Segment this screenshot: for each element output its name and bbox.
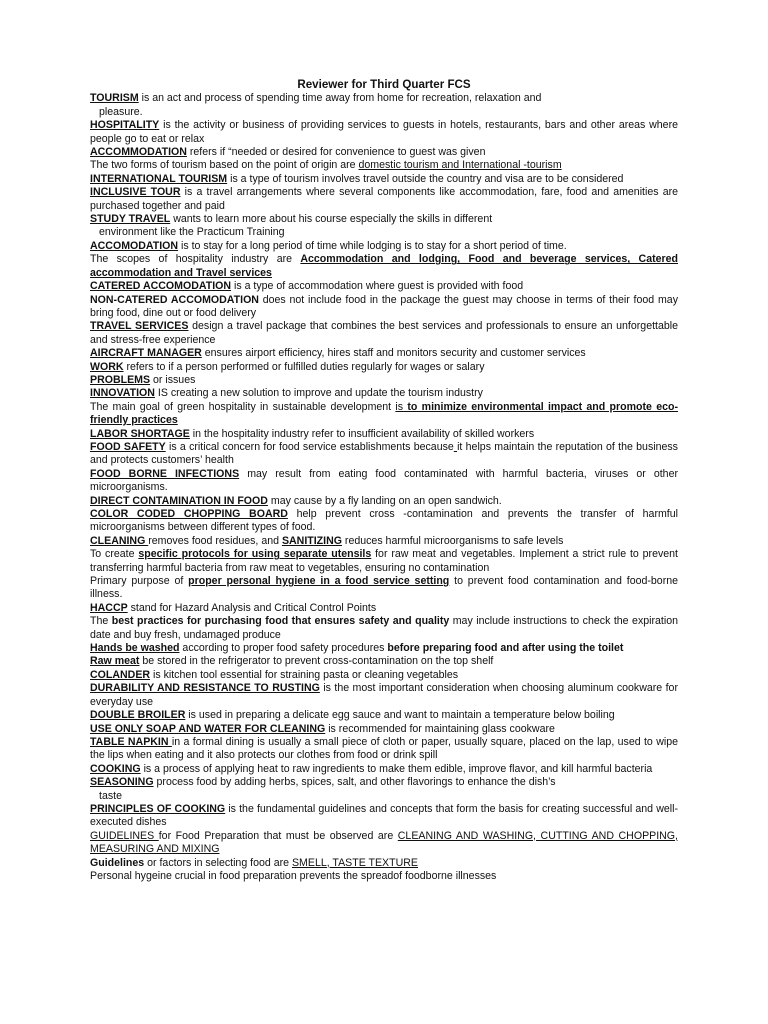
paragraph-text: IS creating a new solution to improve and update the tourism industry [154,387,483,400]
term-text: DIRECT CONTAMINATION IN FOOD [90,494,268,507]
paragraph-text: or factors in selecting food are [144,856,292,869]
paragraph-text: CLEANING AND WASHING, CUTTING AND CHOPPING, MEASURING AND MIXING [90,829,678,856]
paragraph-text: help prevent cross -contamination and prevents the transfer of harmful microorganisms between different types of food. [90,508,678,534]
term-text: HOSPITALITY [90,119,160,132]
paragraph [90,387,678,400]
paragraph-text: environment like the Practicum Training [99,226,285,239]
term-text: AIRCRAFT MANAGER [90,347,202,360]
paragraph-text: pleasure. [99,105,143,118]
paragraph-text: domestic tourism and International -tourism [358,159,562,172]
paragraph [90,830,678,857]
term-text: NON-CATERED ACCOMODATION [90,293,259,306]
paragraph-text: is a process of applying heat to raw ingredients to make them edible, improve flavor, and kill harmful bacteria [140,762,653,775]
term-text: COLANDER [90,668,151,681]
term-text: Raw meat [90,655,140,668]
paragraph-text: is used in preparing a delicate egg sauce and want to maintain a temperature below boiling [185,709,615,722]
paragraph [90,374,678,387]
paragraph-text: is a type of tourism involves travel outside the country and visa are to be considered [227,172,624,185]
paragraph [90,548,678,575]
paragraph [90,428,678,441]
paragraph [90,615,678,642]
paragraph-text: is an act and process of spending time away from home for recreation, relaxation and [138,92,542,105]
term-text: SANITIZING [281,534,342,547]
paragraph [90,213,678,226]
paragraph [90,320,678,347]
term-text: INNOVATION [90,387,155,400]
term-text: LABOR SHORTAGE [90,427,190,440]
term-text: COLOR CODED CHOPPING BOARD [90,508,288,520]
paragraph [90,575,678,602]
paragraph [90,226,678,239]
paragraph-text: for Food Preparation that must be observed are [158,829,398,842]
paragraph-text: SMELL, TASTE TEXTURE [291,856,418,869]
term-text: CLEANING [90,534,149,547]
paragraph [90,495,678,508]
paragraph [90,159,678,172]
term-text: PROBLEMS [90,373,151,386]
term-text: WORK [90,360,124,373]
paragraph [90,173,678,186]
term-text: CATERED ACCOMODATION [90,280,232,293]
paragraph-text: is [395,400,404,413]
paragraph-text: in the hospitality industry refer to insufficient availability of skilled workers [189,427,535,440]
document-page [90,78,678,883]
paragraph [90,682,678,709]
term-text: Hands be washed [90,642,180,655]
paragraph-text: does not include food in the package the guest may choose in terms of their food may bring food, dine out or food delivery [90,293,678,319]
paragraph-text: is kitchen tool essential for straining pasta or cleaning vegetables [150,668,459,681]
term-text: before preparing food and after using the toilet [387,642,624,655]
paragraph [90,347,678,360]
paragraph [90,361,678,374]
paragraph-text: process food by adding herbs, spices, salt, and other flavorings to enhance the dish’s [153,776,556,789]
paragraph-text: removes food residues, and [148,534,282,547]
paragraph-text: ensures airport efficiency, hires staff and monitors security and customer services [201,347,586,360]
paragraph-text: is the most important consideration when choosing aluminum cookware for everyday use [90,682,678,708]
paragraph-text: The [90,615,112,628]
paragraph [90,870,678,883]
paragraph [90,92,678,105]
paragraph [90,441,678,468]
term-text: STUDY TRAVEL [90,213,171,226]
paragraph-text: is recommended for maintaining glass cookware [325,722,555,735]
term-text: TABLE NAPKIN [90,735,172,748]
term-text: Guidelines [90,856,145,869]
paragraph-text: be stored in the refrigerator to prevent cross-contamination on the top shelf [139,655,494,668]
term-text: Accommodation and lodging, Food and beverage services, Catered accommodation and Travel services [90,253,678,279]
paragraph-text: may include instructions to check the expiration date and buy fresh, undamaged produce [90,615,678,641]
paragraph-text: is a critical concern for food service establishments because [165,440,454,453]
paragraph [90,803,678,830]
paragraph [90,119,678,146]
paragraph-text: is the activity or business of providing services to guests in hotels, restaurants, bars and other areas where people go to eat or relax [90,119,678,145]
term-text: TOURISM [90,92,139,105]
paragraph [90,857,678,870]
term-text: ACCOMODATION [90,239,179,252]
term-text: INCLUSIVE TOUR [90,186,181,199]
paragraph [90,723,678,736]
paragraph [90,602,678,615]
paragraph-text: refers if “needed or desired for convenience to guest was given [186,146,486,159]
paragraph [90,508,678,535]
term-text: FOOD SAFETY [90,440,166,453]
paragraph-text: refers to if a person performed or fulfilled duties regularly for wages or salary [123,360,485,373]
paragraph [90,655,678,668]
paragraph-text: is a type of accommodation where guest is provided with food [231,280,524,293]
paragraph [90,240,678,253]
paragraph-text: is to stay for a long period of time while lodging is to stay for a short period of time. [178,239,567,252]
paragraph [90,736,678,763]
term-text: DURABILITY AND RESISTANCE TO RUSTING [90,682,320,695]
term-text: specific protocols for using separate utensils [138,548,372,561]
paragraph-text: design a travel package that combines the best services and professionals to ensure an unforgettable and stress-free experience [90,320,678,346]
paragraph [90,253,678,280]
paragraph [90,763,678,776]
paragraph [90,776,678,789]
paragraph-text: GUIDELINES [90,829,159,842]
paragraph [90,294,678,321]
paragraph-text: is the fundamental guidelines and concepts that form the basis for creating successful and well-executed dishes [90,802,678,829]
paragraph-text: The scopes of hospitality industry are [90,253,301,266]
paragraph [90,535,678,548]
paragraph-text: is a travel arrangements where several components like accommodation, fare, food and amenities are purchased together and paid [90,186,678,212]
paragraph-text: may result from eating food contaminated with harmful bacteria, viruses or other microorganisms. [90,467,678,494]
term-text: best practices for purchasing food that ensures safety and quality [111,615,450,628]
paragraph [90,642,678,655]
paragraph-text: to prevent food contamination and food-borne illness. [90,575,678,601]
paragraph-text: may cause by a fly landing on an open sandwich. [267,494,502,507]
term-text: DOUBLE BROILER [90,709,186,722]
paragraph [90,106,678,119]
paragraph [90,146,678,159]
paragraph-text: Personal hygeine crucial in food preparation prevents the spreadof foodborne illnesses [90,869,497,882]
term-text: SEASONING [90,776,154,789]
term-text: USE ONLY SOAP AND WATER FOR CLEANING [90,722,326,735]
paragraph-text: in a formal dining is usually a small piece of cloth or paper, usually square, placed on the lap, used to wipe the lips when eating and it also protects our clothes from food or drink spill [90,735,678,762]
paragraph [90,709,678,722]
term-text: PRINCIPLES OF COOKING [90,802,226,815]
paragraph-text: To create [90,548,139,561]
term-text: ACCOMMODATION [90,146,187,159]
term-text: HACCP [90,601,128,614]
document-title: Reviewer for Third Quarter FCS [297,78,471,91]
term-text: to minimize environmental impact and promote eco- friendly practices [90,400,678,427]
term-text: INTERNATIONAL TOURISM [90,172,228,185]
paragraph [90,280,678,293]
paragraph [90,401,678,428]
paragraph-text: stand for Hazard Analysis and Critical Control Points [127,601,377,614]
paragraph [90,790,678,803]
paragraph-text: The two forms of tourism based on the point of origin are [90,159,359,172]
paragraph-text: The main goal of green hospitality in sustainable development [90,400,396,413]
term-text: proper personal hygiene in a food service setting [188,575,450,588]
paragraph-text: or issues [150,373,196,386]
paragraph [90,468,678,495]
paragraph-text: it helps maintain the reputation of the business and protects customers’ health [90,440,678,467]
paragraph-text: according to proper food safety procedures [179,642,388,655]
document-body [90,92,678,883]
term-text: FOOD BORNE INFECTIONS [90,467,240,480]
paragraph [90,186,678,213]
paragraph-text: wants to learn more about his course especially the skills in different [170,213,493,226]
term-text: COOKING [90,762,141,775]
paragraph-text: for raw meat and vegetables. Implement a strict rule to prevent transferring harmful bacteria from raw meat to vegetables, ensuring no contamination [90,548,678,574]
paragraph-text: reduces harmful microorganisms to safe levels [341,534,564,547]
paragraph-text: taste [99,789,122,802]
term-text: TRAVEL SERVICES [90,320,189,333]
paragraph [90,669,678,682]
paragraph-text: Primary purpose of [90,575,189,588]
